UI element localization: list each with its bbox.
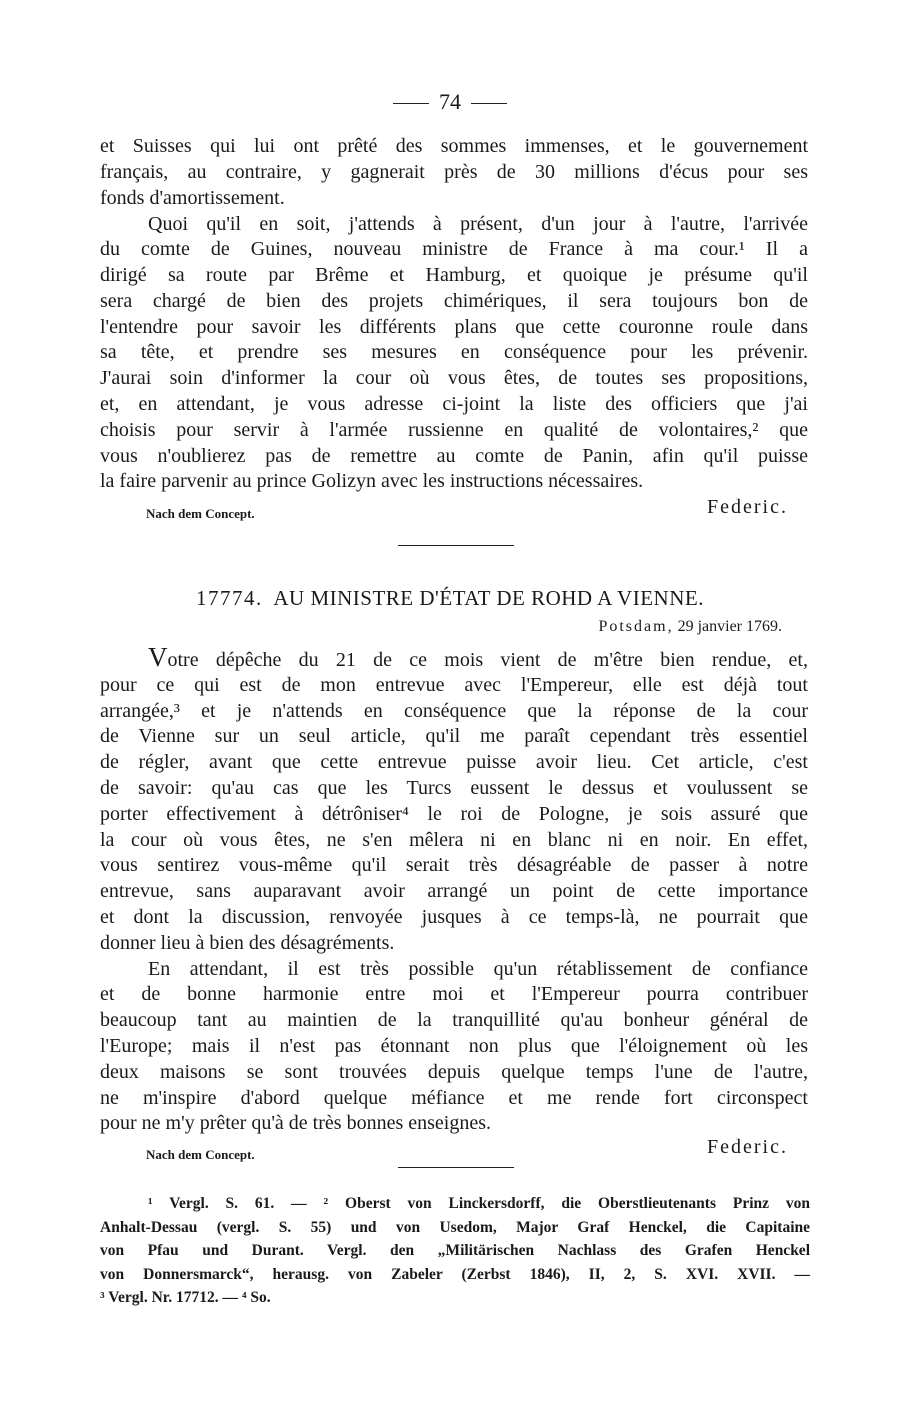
- letter-date: [598, 618, 782, 636]
- text-line: donner lieu à bien des désagréments.: [100, 931, 395, 954]
- text-line: l'entendre pour savoir les différents plans que cette couronne roule dans: [100, 315, 808, 338]
- text-line: de Vienne sur un seul article, qu'il me paraît cependant très essentiel: [100, 725, 808, 748]
- text-line: En attendant, il est très possible qu'un rétablissement de confiance: [148, 957, 808, 980]
- text-line: français, au contraire, y gagnerait près de 30 millions d'écus pour ses: [100, 160, 808, 183]
- text-line: et Suisses qui lui ont prêté des sommes immenses, et le gouvernement: [100, 135, 808, 157]
- text-line: porter effectivement à détrôniser⁴ le roi de Pologne, je sois assuré que: [100, 802, 808, 825]
- footnote-line: von Donnersmarck“, herausg. von Zabeler (Zerbst 1846), II, 2, S. XVI. XVII. —: [100, 1265, 810, 1283]
- letter1-paragraph: [100, 212, 808, 496]
- footnote-line: von Pfau und Durant. Vergl. den „Militärischen Nachlass des Grafen Henckel: [100, 1242, 810, 1260]
- text-line: dirigé sa route par Brême et Hamburg, et quoique je présume qu'il: [100, 264, 808, 287]
- footnotes: [100, 1192, 810, 1310]
- text-line: choisis pour servir à l'armée russienne en qualité de volontaires,² que: [100, 418, 808, 441]
- footnote-divider: [398, 1167, 514, 1168]
- page-header: [0, 88, 900, 116]
- section-divider: [398, 545, 514, 546]
- signature: Federic.: [707, 1136, 788, 1158]
- header-dash-right: [471, 103, 507, 104]
- source-note: Nach dem Concept.: [146, 1147, 255, 1162]
- text-line: de savoir: qu'au cas que les Turcs eussent le dessus et voulussent se: [100, 776, 808, 799]
- drop-cap: V: [148, 642, 168, 672]
- letter2-paragraph-1: [100, 642, 808, 957]
- text-line: vous sentirez vous-même qu'il serait très désagréable de passer à notre: [100, 854, 808, 877]
- letter-number: 17774.: [196, 586, 263, 610]
- text-line: sera chargé de bien des projets chimériques, il sera toujours bon de: [100, 289, 808, 312]
- text-line: beaucoup tant au maintien de la tranquillité qu'au bonheur général de: [100, 1009, 808, 1032]
- text-line: fonds d'amortissement.: [100, 186, 285, 209]
- text-line: Quoi qu'il en soit, j'attends à présent, d'un jour à l'autre, l'arrivée: [148, 212, 808, 235]
- text-line: ne m'inspire d'abord quelque méfiance et me rende fort circonspect: [100, 1086, 808, 1109]
- letter-title: [0, 586, 900, 611]
- page-number: 74: [439, 89, 461, 114]
- text-line: la cour où vous êtes, ne s'en mêlera ni en blanc ni en noir. En effet,: [100, 828, 808, 851]
- letter-place: Potsdam,: [598, 618, 674, 635]
- text-line: l'Europe; mais il n'est pas étonnant non plus que l'éloignement où les: [100, 1034, 808, 1057]
- footnote-line: Anhalt-Dessau (vergl. S. 55) und von Usedom, Major Graf Henckel, die Capitaine: [100, 1218, 810, 1236]
- source-note: Nach dem Concept.: [146, 506, 255, 521]
- footnote-line: ³ Vergl. Nr. 17712. — ⁴ So.: [100, 1289, 271, 1307]
- text-line: sa tête, et prendre ses mesures en conséquence pour les prévenir.: [100, 341, 808, 364]
- text-line: deux maisons se sont trouvées depuis quelque temps l'une de l'autre,: [100, 1060, 808, 1083]
- text-line: de régler, avant que cette entrevue puisse avoir lieu. Cet article, c'est: [100, 751, 808, 774]
- first-line-text: otre dépêche du 21 de ce mois vient de m'être bien rendue, et,: [167, 649, 808, 671]
- text-line: J'aurai soin d'informer la cour où vous êtes, de toutes ses propositions,: [100, 367, 808, 390]
- header-dash-left: [393, 103, 429, 104]
- letter-heading: AU MINISTRE D'ÉTAT DE ROHD A VIENNE.: [273, 586, 704, 610]
- text-line: la faire parvenir au prince Golizyn avec les instructions nécessaires.: [100, 470, 644, 493]
- signature: Federic.: [707, 496, 788, 518]
- letter2-paragraph-2: [100, 957, 808, 1138]
- text-line: entrevue, sans auparavant avoir arrangé un point de cette importance: [100, 880, 808, 903]
- footnote-line: ¹ Vergl. S. 61. — ² Oberst von Linckersdorff, die Oberstlieutenants Prinz von: [148, 1195, 810, 1212]
- text-line: et, en attendant, je vous adresse ci-joint la liste des officiers que j'ai: [100, 393, 808, 416]
- text-line: arrangée,³ et je n'attends en conséquence que la réponse de la cour: [100, 699, 808, 722]
- text-line: du comte de Guines, nouveau ministre de France à ma cour.¹ Il a: [100, 238, 808, 261]
- text-line: et dont la discussion, renvoyée jusques à ce temps-là, ne pourrait que: [100, 905, 808, 928]
- letter-date-text: 29 janvier 1769.: [677, 618, 782, 635]
- text-line: pour ce qui est de mon entrevue avec l'Empereur, elle est déjà tout: [100, 673, 808, 696]
- letter1-continuation: [100, 134, 808, 211]
- text-line: [100, 642, 808, 673]
- text-line: vous n'oublierez pas de remettre au comte de Panin, afin qu'il puisse: [100, 444, 808, 467]
- text-line: et de bonne harmonie entre moi et l'Empereur pourra contribuer: [100, 983, 808, 1006]
- text-line: pour ne m'y prêter qu'à de très bonnes enseignes.: [100, 1112, 491, 1135]
